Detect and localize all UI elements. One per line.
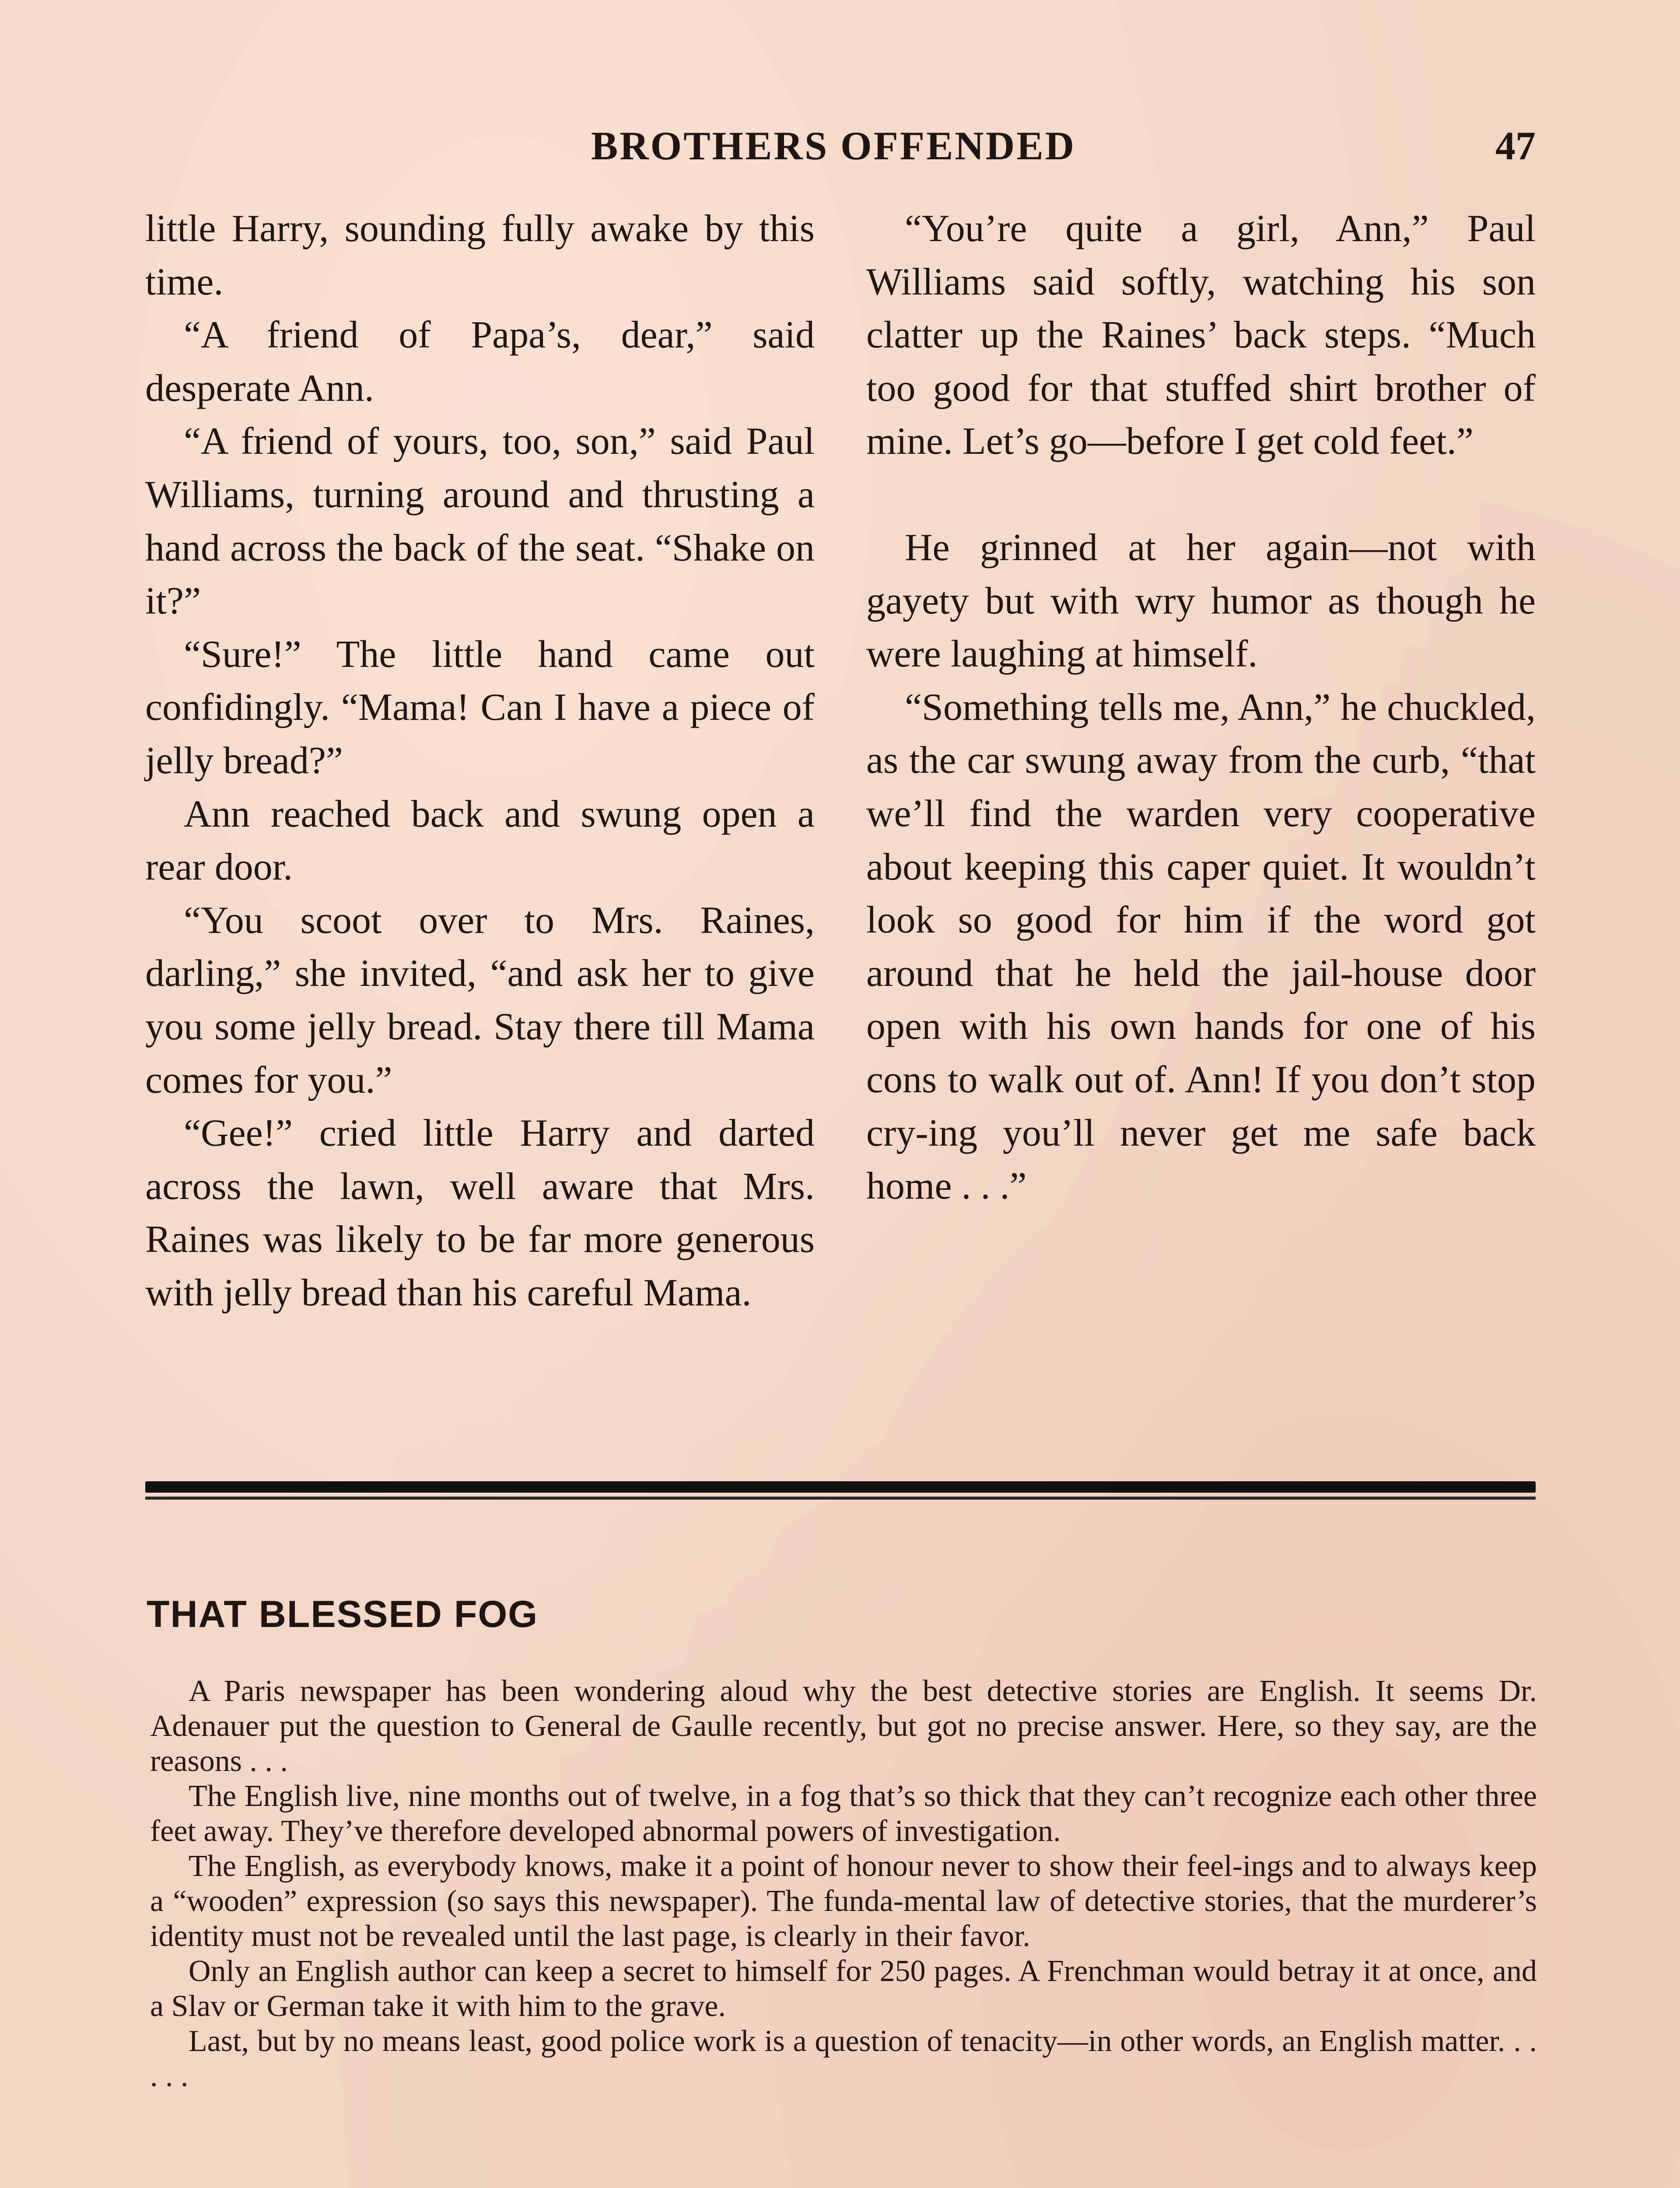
story-paragraph: little Harry, sounding fully awake by this time.: [145, 207, 815, 303]
sidebar-article: [150, 1674, 1537, 2094]
section-divider-thin: [145, 1497, 1536, 1500]
story-paragraph: “A friend of yours, too, son,” said Paul Williams, turning around and thrusting a hand across the back of the seat. “Shake on it?”: [145, 420, 815, 623]
story-paragraph: “A friend of Papa’s, dear,” said desperate Ann.: [145, 314, 815, 410]
story-paragraph: “Sure!” The little hand came out confidingly. “Mama! Can I have a piece of jelly bread?”: [145, 633, 815, 782]
story-paragraph: “Something tells me, Ann,” he chuckled, as the car swung away from the curb, “that we’ll find the warden very cooperative about keeping this caper quiet. It wouldn’t look so good for him if the word got around that he held the jail-house door open with his own hands for one of his cons to walk out of. Ann! If you don’t stop cry-ing you’ll never get me safe back home . . .”: [866, 686, 1536, 1208]
sidebar-paragraph: Last, but by no means least, good police work is a question of tenacity—in other words, an English matter. . . . . .: [150, 2024, 1537, 2093]
story-paragraph: “You scoot over to Mrs. Raines, darling,” she invited, “and ask her to give you some jelly bread. Stay there till Mama comes for you.”: [145, 899, 815, 1101]
sidebar-paragraph: A Paris newspaper has been wondering aloud why the best detective stories are English. It seems Dr. Adenauer put the question to General de Gaulle recently, but got no precise answer. Here, so they say, are the reasons . . .: [150, 1674, 1537, 1778]
sidebar-paragraph: Only an English author can keep a secret to himself for 250 pages. A Frenchman would betray it at once, and a Slav or German take it with him to the grave.: [150, 1954, 1537, 2023]
story-left-column: [145, 202, 815, 1319]
running-title: BROTHERS OFFENDED: [591, 123, 1076, 168]
story-right-column: [866, 202, 1536, 1213]
story-paragraph: “You’re quite a girl, Ann,” Paul Williams said softly, watching his son clatter up the Raines’ back steps. “Much too good for that stuffed shirt brother of mine. Let’s go—before I get cold feet.”: [866, 207, 1536, 463]
story-paragraph: “Gee!” cried little Harry and darted across the lawn, well aware that Mrs. Raines was likely to be far more generous with jelly bread than his careful Mama.: [145, 1112, 815, 1314]
story-paragraph: Ann reached back and swung open a rear door.: [145, 792, 815, 889]
page-number: 47: [1495, 123, 1536, 168]
page-header: [0, 0, 1680, 184]
sidebar-paragraph: The English, as everybody knows, make it a point of honour never to show their feel-ings and to always keep a “wooden” expression (so says this newspaper). The funda-mental law of detective stories, that the murderer’s identity must not be revealed until the last page, is clearly in their favor.: [150, 1849, 1537, 1953]
section-divider: [145, 1481, 1536, 1493]
story-paragraph: He grinned at her again—not with gayety but with wry humor as though he were laughing at himself.: [866, 526, 1536, 676]
sidebar-title: THAT BLESSED FOG: [147, 1593, 539, 1635]
sidebar-paragraph: The English live, nine months out of twelve, in a fog that’s so thick that they can’t recognize each other three feet away. They’ve therefore developed abnormal powers of investigation.: [150, 1779, 1537, 1848]
